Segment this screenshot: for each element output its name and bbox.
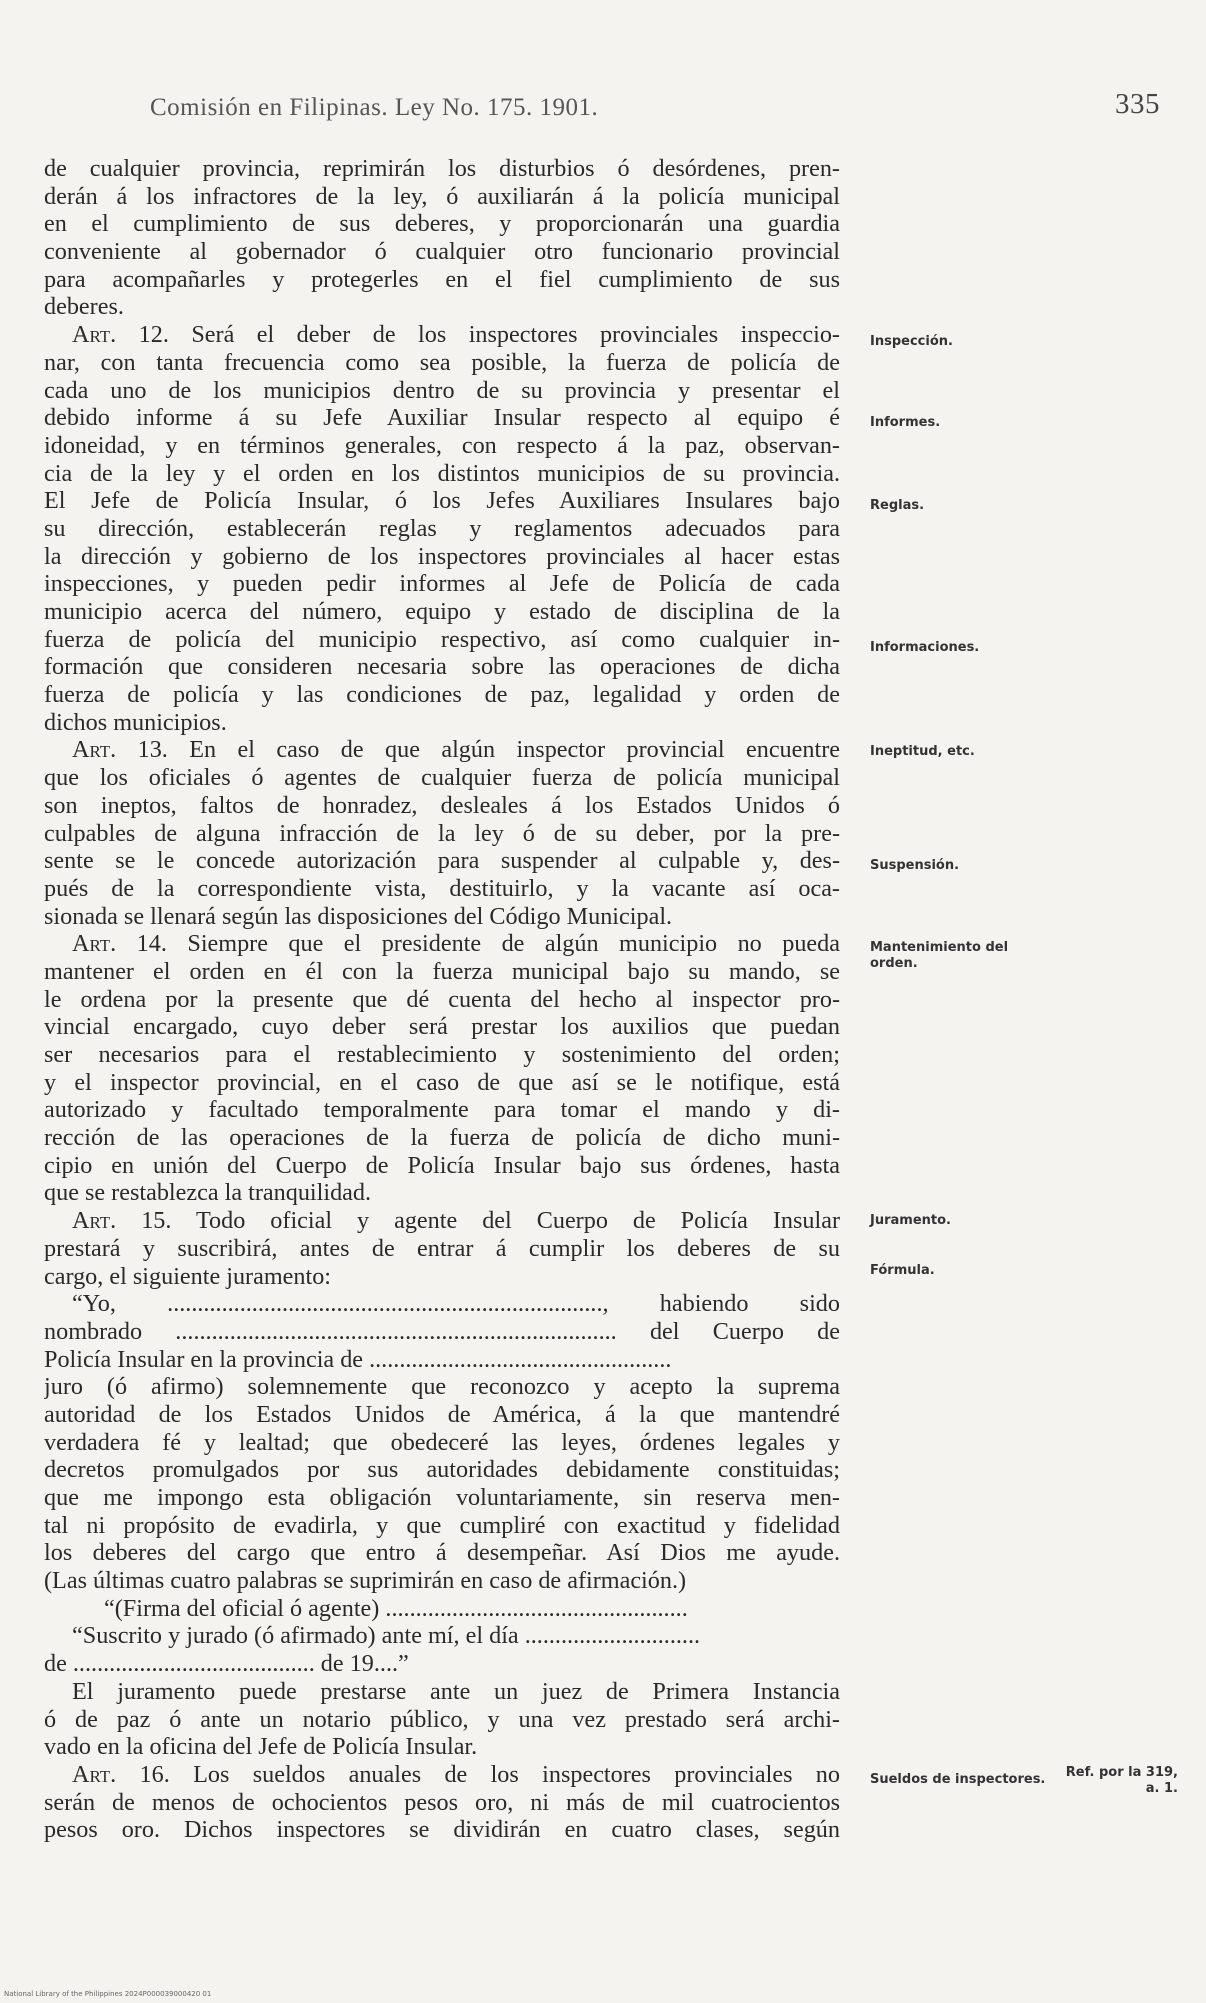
text-line: cada uno de los municipios dentro de su provincia y presentar el	[44, 376, 840, 404]
text-line: cia de la ley y el orden en los distintos municipios de su provincia.	[44, 459, 840, 487]
margin-note-informaciones: Informaciones.	[870, 640, 980, 655]
text-line: culpables de alguna infracción de la ley ó de su deber, por la pre-	[44, 819, 840, 847]
text-line: los deberes del cargo que entro á desempeñar. Así Dios me ayude.	[44, 1539, 840, 1567]
margin-note-formula: Fórmula.	[870, 1263, 935, 1278]
margin-reference: Ref. por la 319, a. 1.	[1065, 1765, 1178, 1796]
text-line: municipio acerca del número, equipo y estado de disciplina de la	[44, 598, 840, 625]
text-line: para acompañarles y protegerles en el fiel cumplimiento de sus	[44, 265, 840, 293]
text-line: le ordena por la presente que dé cuenta del hecho al inspector pro-	[44, 985, 840, 1013]
text-line: El Jefe de Policía Insular, ó los Jefes Auxiliares Insulares bajo	[44, 487, 840, 515]
text-line: verdadera fé y lealtad; que obedeceré las leyes, órdenes legales y	[44, 1428, 840, 1456]
text-line: vincial encargado, cuyo deber será prestar los auxilios que puedan	[44, 1013, 840, 1041]
text-line: tal ni propósito de evadirla, y que cumpliré con exactitud y fidelidad	[44, 1511, 840, 1539]
margin-note-reglas: Reglas.	[870, 498, 925, 513]
text-line: (Las últimas cuatro palabras se suprimirán en caso de afirmación.)	[44, 1567, 687, 1595]
footer-credit: National Library of the Philippines 2024P000039000420 01	[4, 1990, 212, 1998]
margin-note-informes: Informes.	[870, 415, 941, 430]
text-line: Policía Insular en la provincia de ..................................................	[44, 1345, 672, 1373]
text-line: juro (ó afirmo) solemnemente que reconozco y acepto la suprema	[44, 1373, 840, 1401]
text-line: de ........................................ de 19....”	[44, 1650, 409, 1678]
margin-note-mantenimiento: Mantenimiento del orden.	[870, 940, 1009, 971]
text-line: idoneidad, y en términos generales, con respecto á la paz, observan-	[44, 431, 840, 459]
text-line: Art. 15. Todo oficial y agente del Cuerpo de Policía Insular	[72, 1207, 840, 1235]
text-line: y el inspector provincial, en el caso de que así se le notifique, está	[44, 1068, 840, 1096]
text-line: Art. 13. En el caso de que algún inspector provincial encuentre	[72, 736, 840, 764]
text-line: pués de la correspondiente vista, destituirlo, y la vacante así oca-	[44, 874, 840, 902]
text-line: “Yo, ........................................................................, habiendo sido	[72, 1290, 840, 1318]
text-line: dichos municipios.	[44, 708, 227, 736]
text-line: nombrado ......................................................................... del Cuerpo de	[44, 1317, 840, 1345]
text-line: cargo, el siguiente juramento:	[44, 1262, 332, 1290]
text-line: El juramento puede prestarse ante un juez de Primera Instancia	[72, 1677, 840, 1705]
text-line: fuerza de policía y las condiciones de paz, legalidad y orden de	[44, 681, 840, 709]
text-line: sionada se llenará según las disposiciones del Código Municipal.	[44, 902, 673, 930]
text-line: que los oficiales ó agentes de cualquier fuerza de policía municipal	[44, 764, 840, 792]
page-number: 335	[1115, 88, 1160, 120]
text-line: Art. 14. Siempre que el presidente de algún municipio no pueda	[72, 930, 840, 958]
text-line: que se restablezca la tranquilidad.	[44, 1179, 372, 1207]
text-line: “(Firma del oficial ó agente) ..................................................	[104, 1594, 688, 1622]
text-line: que me impongo esta obligación voluntariamente, sin reserva men-	[44, 1484, 840, 1511]
text-line: Art. 16. Los sueldos anuales de los inspectores provinciales no	[72, 1760, 840, 1788]
text-line: son ineptos, faltos de honradez, desleales á los Estados Unidos ó	[44, 791, 840, 819]
running-header	[150, 88, 1160, 128]
margin-note-suspension: Suspensión.	[870, 858, 960, 873]
text-line: inspecciones, y pueden pedir informes al Jefe de Policía de cada	[44, 570, 840, 598]
header-title: Comisión en Filipinas. Ley No. 175. 1901.	[150, 94, 599, 121]
text-line: nar, con tanta frecuencia como sea posible, la fuerza de policía de	[44, 348, 840, 376]
body-text	[44, 155, 840, 1844]
text-line: mantener el orden en él con la fuerza municipal bajo su mando, se	[44, 957, 840, 985]
text-line: en el cumplimiento de sus deberes, y proporcionarán una guardia	[44, 210, 840, 238]
text-line: “Suscrito y jurado (ó afirmado) ante mí, el día .............................	[72, 1622, 701, 1650]
margin-note-inspeccion: Inspección.	[870, 334, 953, 349]
text-line: decretos promulgados por sus autoridades debidamente constituidas;	[44, 1456, 840, 1484]
text-line: pesos oro. Dichos inspectores se dividirán en cuatro clases, según	[44, 1816, 840, 1844]
text-line: autoridad de los Estados Unidos de América, á la que mantendré	[44, 1400, 840, 1428]
text-line: derán á los infractores de la ley, ó auxiliarán á la policía municipal	[44, 182, 840, 210]
text-line: debido informe á su Jefe Auxiliar Insular respecto al equipo é	[44, 404, 840, 432]
text-line: conveniente al gobernador ó cualquier otro funcionario provincial	[44, 238, 840, 266]
text-line: rección de las operaciones de la fuerza de policía de dicho muni-	[44, 1124, 840, 1152]
text-line: vado en la oficina del Jefe de Policía Insular.	[44, 1733, 478, 1761]
text-line: su dirección, establecerán reglas y reglamentos adecuados para	[44, 514, 840, 542]
text-line: serán de menos de ochocientos pesos oro, ni más de mil cuatrocientos	[44, 1788, 840, 1816]
margin-note-sueldos: Sueldos de inspectores.	[870, 1772, 1046, 1787]
text-line: cipio en unión del Cuerpo de Policía Insular bajo sus órdenes, hasta	[44, 1151, 840, 1179]
text-line: sente se le concede autorización para suspender al culpable y, des-	[44, 847, 840, 875]
text-line: prestará y suscribirá, antes de entrar á cumplir los deberes de su	[44, 1234, 840, 1262]
margin-note-juramento: Juramento.	[870, 1213, 951, 1228]
text-line: autorizado y facultado temporalmente para tomar el mando y di-	[44, 1096, 840, 1124]
text-line: ó de paz ó ante un notario público, y una vez prestado será archi-	[44, 1705, 840, 1733]
text-line: ser necesarios para el restablecimiento y sostenimiento del orden;	[44, 1041, 840, 1068]
text-line: de cualquier provincia, reprimirán los disturbios ó desórdenes, pren-	[44, 155, 840, 182]
margin-note-ineptitud: Ineptitud, etc.	[870, 744, 975, 759]
text-line: deberes.	[44, 293, 124, 321]
text-line: la dirección y gobierno de los inspectores provinciales al hacer estas	[44, 542, 840, 570]
text-line: Art. 12. Será el deber de los inspectores provinciales inspeccio-	[72, 321, 840, 349]
text-line: formación que consideren necesaria sobre las operaciones de dicha	[44, 653, 840, 681]
text-line: fuerza de policía del municipio respectivo, así como cualquier in-	[44, 625, 840, 653]
